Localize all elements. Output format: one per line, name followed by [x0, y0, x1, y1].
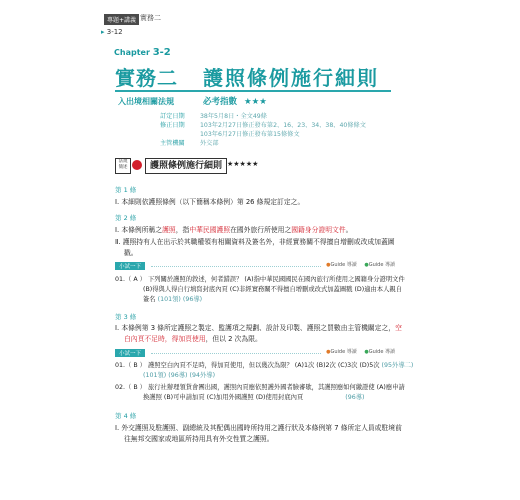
- category-tag: 專題+講義: [104, 14, 139, 25]
- part-subtitle: 入出境相關法規: [118, 97, 174, 106]
- law-badge: 法規 簡述: [115, 158, 131, 174]
- law-stars: ★★★★★: [227, 160, 259, 168]
- red-dot-icon: ●: [326, 262, 331, 268]
- meta-row: 主管機關 外交部: [160, 140, 219, 147]
- law-icon: [132, 160, 142, 170]
- article-title: 第 2 條: [115, 214, 137, 222]
- question: 01.（ A ） 下列關於護照的敘述，何者錯誤？ (A)指中華民國國民在國內旅行所使用之國籍身分證明文件: [115, 276, 405, 283]
- practice-bar: [115, 262, 395, 270]
- article-title: 第 4 條: [115, 412, 137, 420]
- meta-row: 訂定日期 38年5月8日・全文49條: [160, 113, 267, 120]
- star-rating: ★★★: [243, 97, 267, 107]
- article-title: 第 3 條: [115, 313, 137, 321]
- bullet-marker: Ⅰ.: [115, 226, 120, 234]
- chapter-title: 護照條例施行細則: [203, 66, 379, 90]
- meta-row: 103年6月27日修正發布第15條條文: [199, 131, 300, 138]
- law-heading: [115, 158, 395, 172]
- article-text: Ⅰ. 本條例第 3 條所定護照之製定、監護項之規劃、設計及印製、護照之買數由主管機關定之，空: [115, 324, 402, 332]
- page-header: [104, 14, 404, 24]
- section-tag: 實務二: [140, 14, 161, 22]
- red-dot-icon: ●: [326, 349, 331, 355]
- article-title: 第 1 條: [115, 186, 137, 194]
- bullet-marker: Ⅱ.: [115, 238, 121, 246]
- question-line: 簽名 (101領) (96導): [143, 296, 203, 303]
- question-line: 換護照 (B)可申請加頁 (C)加用外國護照 (D)使用封底內頁 (96導): [143, 394, 365, 401]
- green-dot-icon: ●: [364, 262, 369, 268]
- question: 01.（ B ） 護照空白內頁不足時，得加頁使用，但以幾次為限？ (A)1次 (B)2次 (C)3次 (D)5次 (95外導二): [115, 362, 414, 369]
- practice-label: 小試一下: [115, 262, 145, 270]
- legend: ●Guide 導讀 ●Guide 導讀: [322, 348, 395, 355]
- article-text: 白內頁不足時，得加頁使用，但以 2 次為限。: [124, 335, 262, 343]
- page-number: ▸ 3-12: [101, 28, 123, 36]
- question: 02.（ B ） 旅行社辦理領貨會團出國，護照內頁應依照護外國者臉審歇，其護照應如何繳證使 (A)應申請: [115, 384, 405, 391]
- chapter-number: 3-2: [152, 47, 171, 58]
- law-title-box: 護照條例施行細則: [145, 158, 227, 174]
- chapter-label: Chapter 3-2: [114, 47, 171, 58]
- question-line: (101領) (96導) (94外導): [143, 372, 216, 379]
- practice-bar: [115, 349, 395, 357]
- article-text: Ⅰ. 外交護照及駐護照、副總統及其配偶出國時所持用之護行狀及本條例第 7 條所定人員或駐境前: [115, 424, 402, 432]
- article-text: 往無邦交國家或地區所持用具有外交性質之護照。: [124, 435, 274, 443]
- title-underline: [115, 90, 391, 92]
- part-title: 實務二: [115, 66, 178, 90]
- article-text: Ⅰ. 本條例所稱之護照，指中華民國護照在國外旅行所使用之國籍身分證明文件。: [115, 226, 353, 234]
- green-dot-icon: ●: [364, 349, 369, 355]
- legend: ●Guide 導讀 ●Guide 導讀: [322, 261, 395, 268]
- meta-row: 修正日期 103年2月27日修正發布第2、16、23、34、38、40條條文: [160, 122, 366, 129]
- practice-label: 小試一下: [115, 349, 145, 357]
- bullet-marker: Ⅰ.: [115, 198, 120, 206]
- article-text: Ⅱ. 護照持有人在出示於其職權領有相關資料及簽名外，非經實務關不得擅自增刪或改成加蓋圖: [115, 238, 395, 246]
- article-text: Ⅰ. 本細則依護照條例（以下簡稱本條例）第 26 條規定訂定之。: [115, 198, 305, 206]
- question-line: (B)得與人得自行填寫封底內頁 (C)非經實務關不得擅自增刪或改式加蓋圖戳 (D)適由本人親自: [143, 286, 402, 293]
- exam-focus: 必考指數 ★★★: [203, 97, 267, 107]
- article-text: 戳。: [124, 249, 138, 257]
- bullet-marker: Ⅰ.: [115, 324, 120, 332]
- bullet-marker: Ⅰ.: [115, 424, 120, 432]
- arrow-icon: ▸: [101, 28, 105, 36]
